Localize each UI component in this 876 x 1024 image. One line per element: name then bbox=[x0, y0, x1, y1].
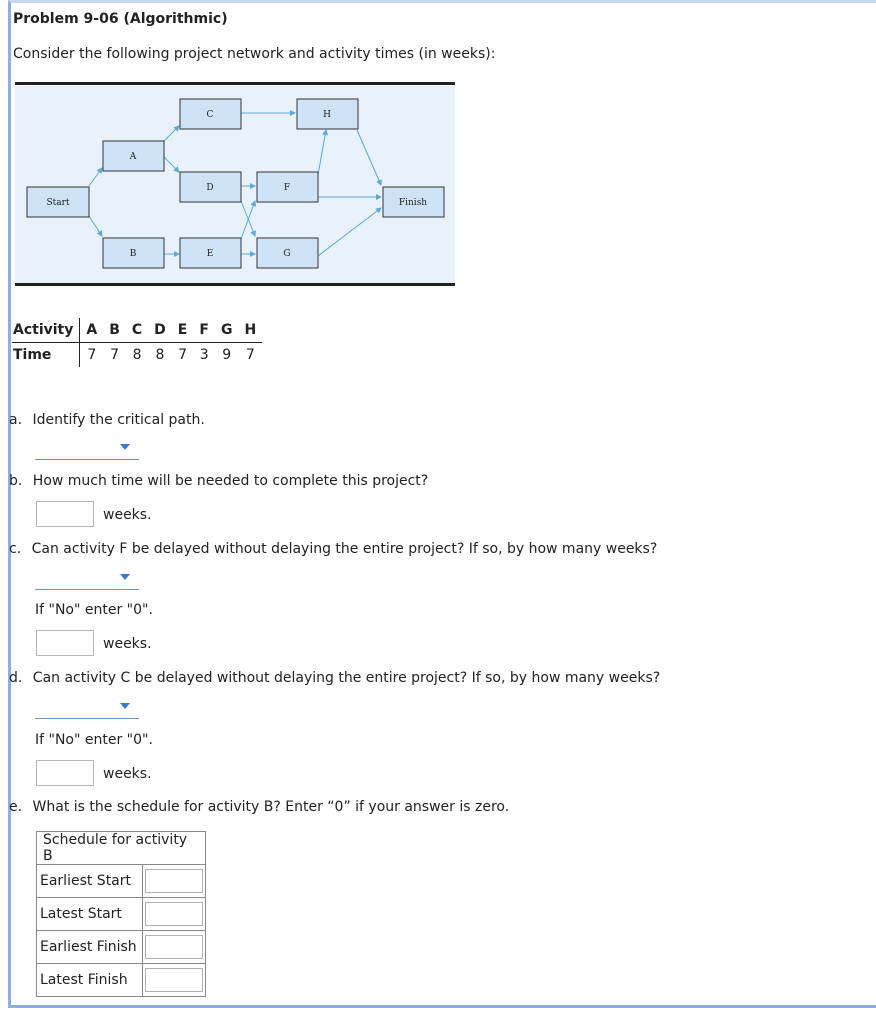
question-b-unit: weeks. bbox=[103, 507, 152, 523]
question-c-letter: c. bbox=[9, 541, 22, 557]
question-d-letter: d. bbox=[9, 670, 23, 686]
activity-h: H bbox=[238, 318, 262, 343]
activity-a: A bbox=[80, 318, 103, 343]
schedule-header-row bbox=[37, 832, 206, 865]
node-b-label: B bbox=[129, 249, 137, 259]
question-d bbox=[9, 670, 660, 686]
project-time-input[interactable] bbox=[36, 501, 94, 527]
earliest-start-cell bbox=[143, 865, 206, 898]
question-b-letter: b. bbox=[9, 473, 23, 489]
node-e-label: E bbox=[206, 249, 214, 259]
activity-time-table bbox=[12, 318, 262, 367]
diagram-top-rule bbox=[15, 82, 455, 85]
question-c-note: If "No" enter "0". bbox=[35, 602, 153, 618]
activity-f-weeks-input[interactable] bbox=[36, 630, 94, 656]
activity-row-label: Activity bbox=[12, 318, 80, 343]
time-f: 3 bbox=[199, 347, 209, 363]
question-a bbox=[9, 412, 205, 428]
latest-start-input[interactable] bbox=[145, 902, 203, 926]
activity-c-weeks-input[interactable] bbox=[36, 760, 94, 786]
chevron-down-icon bbox=[120, 574, 130, 580]
activity-d: D bbox=[148, 318, 172, 343]
schedule-row bbox=[37, 898, 206, 931]
question-d-unit: weeks. bbox=[103, 766, 152, 782]
question-a-letter: a. bbox=[9, 412, 23, 428]
node-a-label: A bbox=[129, 152, 137, 162]
latest-start-cell bbox=[143, 898, 206, 931]
time-d: 8 bbox=[155, 347, 165, 363]
earliest-finish-cell bbox=[143, 931, 206, 964]
time-g: 9 bbox=[222, 347, 232, 363]
time-b: 7 bbox=[110, 347, 120, 363]
latest-finish-label: Latest Finish bbox=[37, 964, 143, 997]
question-e bbox=[9, 799, 509, 815]
node-g-label: G bbox=[283, 249, 291, 259]
activity-g: G bbox=[215, 318, 239, 343]
node-c-label: C bbox=[206, 110, 214, 120]
network-svg bbox=[15, 86, 455, 284]
activity-c-delay-dropdown[interactable] bbox=[35, 698, 139, 719]
schedule-header: Schedule for activity B bbox=[37, 832, 206, 865]
activity-row bbox=[12, 318, 262, 343]
problem-intro: Consider the following project network and activity times (in weeks): bbox=[13, 46, 496, 62]
question-b-text: How much time will be needed to complete this project? bbox=[32, 473, 429, 489]
earliest-start-label: Earliest Start bbox=[37, 865, 143, 898]
node-d-label: D bbox=[206, 183, 214, 193]
activity-f-delay-dropdown[interactable] bbox=[35, 569, 139, 590]
chevron-down-icon bbox=[120, 703, 130, 709]
activity-e: E bbox=[172, 318, 194, 343]
latest-finish-input[interactable] bbox=[145, 968, 203, 992]
question-b bbox=[9, 473, 428, 489]
latest-start-label: Latest Start bbox=[37, 898, 143, 931]
schedule-table bbox=[36, 831, 206, 997]
earliest-start-input[interactable] bbox=[145, 869, 203, 893]
question-c-unit: weeks. bbox=[103, 636, 152, 652]
time-e: 7 bbox=[178, 347, 188, 363]
latest-finish-cell bbox=[143, 964, 206, 997]
time-a: 7 bbox=[87, 347, 97, 363]
diagram-bottom-rule bbox=[15, 283, 455, 286]
problem-title: Problem 9-06 (Algorithmic) bbox=[13, 11, 228, 27]
project-network-diagram bbox=[15, 82, 455, 287]
schedule-row bbox=[37, 931, 206, 964]
earliest-finish-label: Earliest Finish bbox=[37, 931, 143, 964]
activity-f: F bbox=[193, 318, 215, 343]
node-h-label: H bbox=[323, 110, 331, 120]
activity-c: C bbox=[126, 318, 148, 343]
question-a-text: Identify the critical path. bbox=[32, 412, 205, 428]
critical-path-dropdown[interactable] bbox=[35, 439, 139, 460]
question-d-note: If "No" enter "0". bbox=[35, 732, 153, 748]
time-row bbox=[12, 343, 262, 368]
earliest-finish-input[interactable] bbox=[145, 935, 203, 959]
node-start-label: Start bbox=[46, 198, 70, 208]
question-d-text: Can activity C be delayed without delaying the entire project? If so, by how many weeks? bbox=[32, 670, 661, 686]
time-row-label: Time bbox=[12, 343, 80, 368]
node-f-label: F bbox=[283, 183, 291, 193]
question-c-text: Can activity F be delayed without delaying the entire project? If so, by how many weeks? bbox=[31, 541, 658, 557]
chevron-down-icon bbox=[120, 444, 130, 450]
node-finish-label: Finish bbox=[398, 198, 428, 208]
activity-b: B bbox=[103, 318, 126, 343]
schedule-row bbox=[37, 865, 206, 898]
question-e-letter: e. bbox=[9, 799, 23, 815]
time-h: 7 bbox=[245, 347, 255, 363]
question-c bbox=[9, 541, 657, 557]
schedule-row bbox=[37, 964, 206, 997]
time-c: 8 bbox=[132, 347, 142, 363]
question-e-text: What is the schedule for activity B? Enter “0” if your answer is zero. bbox=[32, 799, 510, 815]
